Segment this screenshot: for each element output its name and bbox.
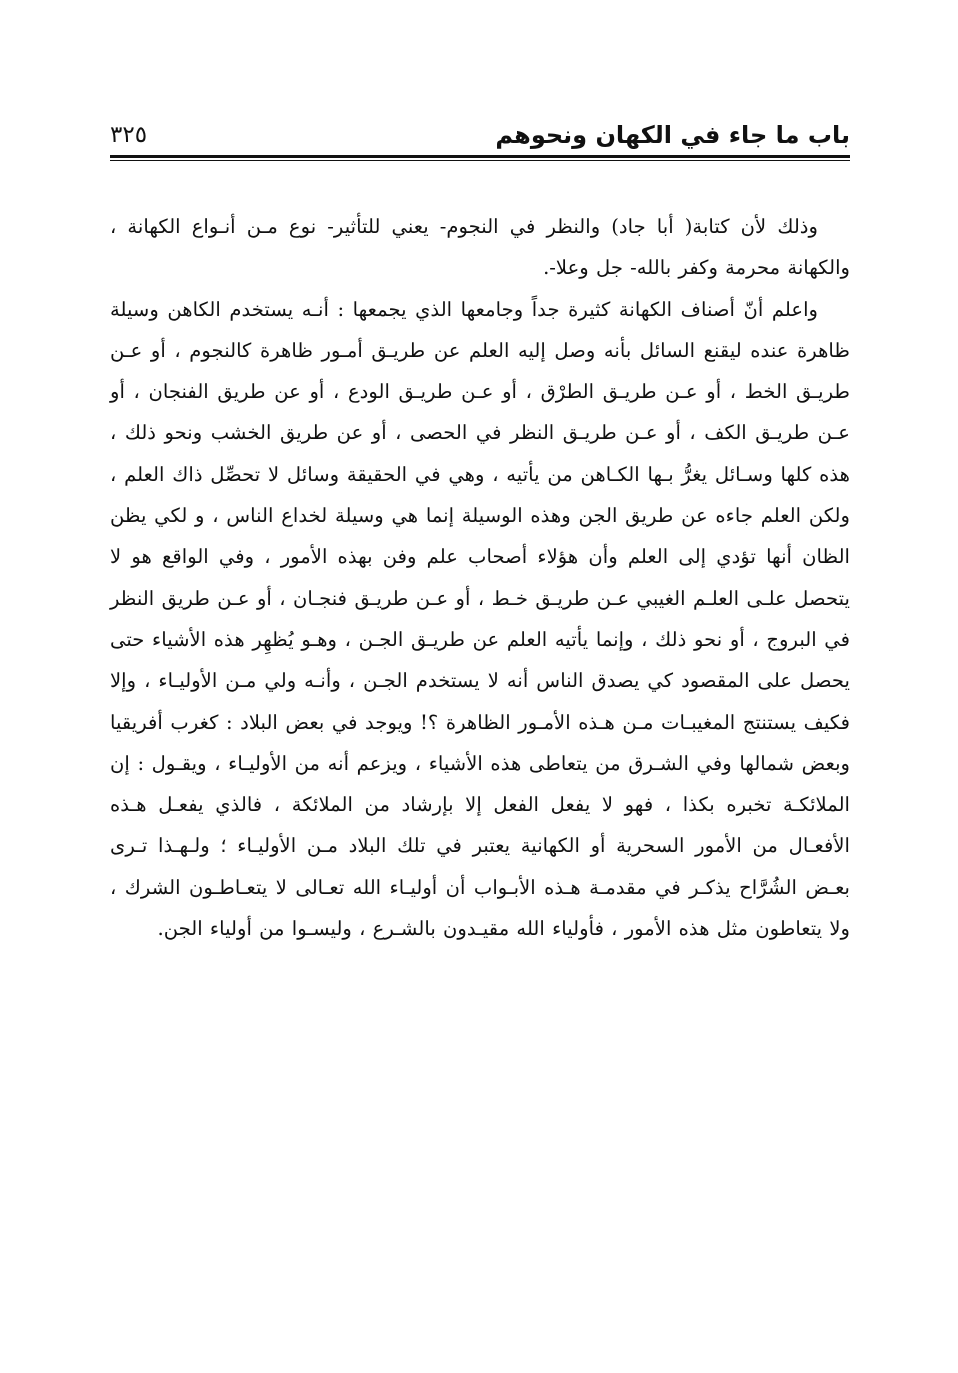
page-number: ٣٢٥ <box>110 122 148 148</box>
header-rule-thin <box>110 160 850 161</box>
body-text <box>110 206 850 949</box>
paragraph-1: وذلك لأن كتابة( أبا جاد) والنظر في النجوم- يعني للتأثير- نوع مـن أنـواع الكهانة ، والكهانة محرمة وكفر بالله- جل وعلا-. <box>110 215 850 280</box>
header-rule <box>110 155 850 158</box>
running-title: باب ما جاء في الكهان ونحوهم <box>495 121 850 149</box>
page-header <box>110 118 850 156</box>
paragraph-2: واعلم أنّ أصناف الكهانة كثيرة جداً وجامعها الذي يجمعها : أنـه يستخدم الكاهن وسيلة ظاهرة عنده ليقنع السائل بأنه وصل إليه العلم عن طريـق أمـور ظاهرة كالنجوم ، أو عـن طريـق الخط ، أو عـن طريـق الطرْق ، أو عـن طريـق الودع ، أو عن طريق الفنجان ، أو عـن طريـق الكف ، أو عـن طريـق النظر في الحصى ، أو عن طريق الخشب ونحو ذلك ، هذه كلها وسـائل يغرُّ بـها الكـاهن من يأتيه ، وهي في الحقيقة وسائل لا تحصِّل ذاك العلم ، ولكن العلم جاءه عن طريق الجن وهذه الوسيلة إنما هي وسيلة لخداع الناس ، و لكي يظن الظان أنها تؤدي إلى العلم وأن هؤلاء أصحاب علم وفن بهذه الأمور ، وفي الواقع هو لا يتحصل علـى العلـم الغيبي عـن طريـق خـط ، أو عـن طريـق فنجـان ، أو عـن طريق النظر في البروج ، أو نحو ذلك ، وإنما يأتيه العلم عن طريـق الجـن ، وهـو يُظهِر هذه الأشياء حتى يحصل على المقصود كي يصدق الناس أنه لا يستخدم الجـن ، وأنـه ولي مـن الأوليـاء ، وإلا فكيف يستنتج المغيبـات مـن هـذه الأمـور الظاهرة ؟! ويوجد في بعض البلاد : كغرب أفريقيا وبعض شمالها وفي الشـرق من يتعاطى هذه الأشياء ، ويزعم أنه من الأوليـاء ، ويقـول : إن الملائكـة تخبره بكذا ، فهو لا يفعل الفعل إلا بإرشاد من الملائكة ، فالذي يفعـل هـذه الأفعـال من الأمور السحرية أو الكهانية يعتبر في تلك البلاد مـن الأوليـاء ؛ ولـهـذا تـرى بعـض الشُرَّاح يذكـر في مقدمـة هـذه الأبـواب أن أوليـاء الله تعـالى لا يتعـاطـون الشرك ، ولا يتعاطون مثل هذه الأمور ، فأولياء الله مقيـدون بالشـرع ، وليسـوا من أولياء الجن. <box>110 297 850 941</box>
